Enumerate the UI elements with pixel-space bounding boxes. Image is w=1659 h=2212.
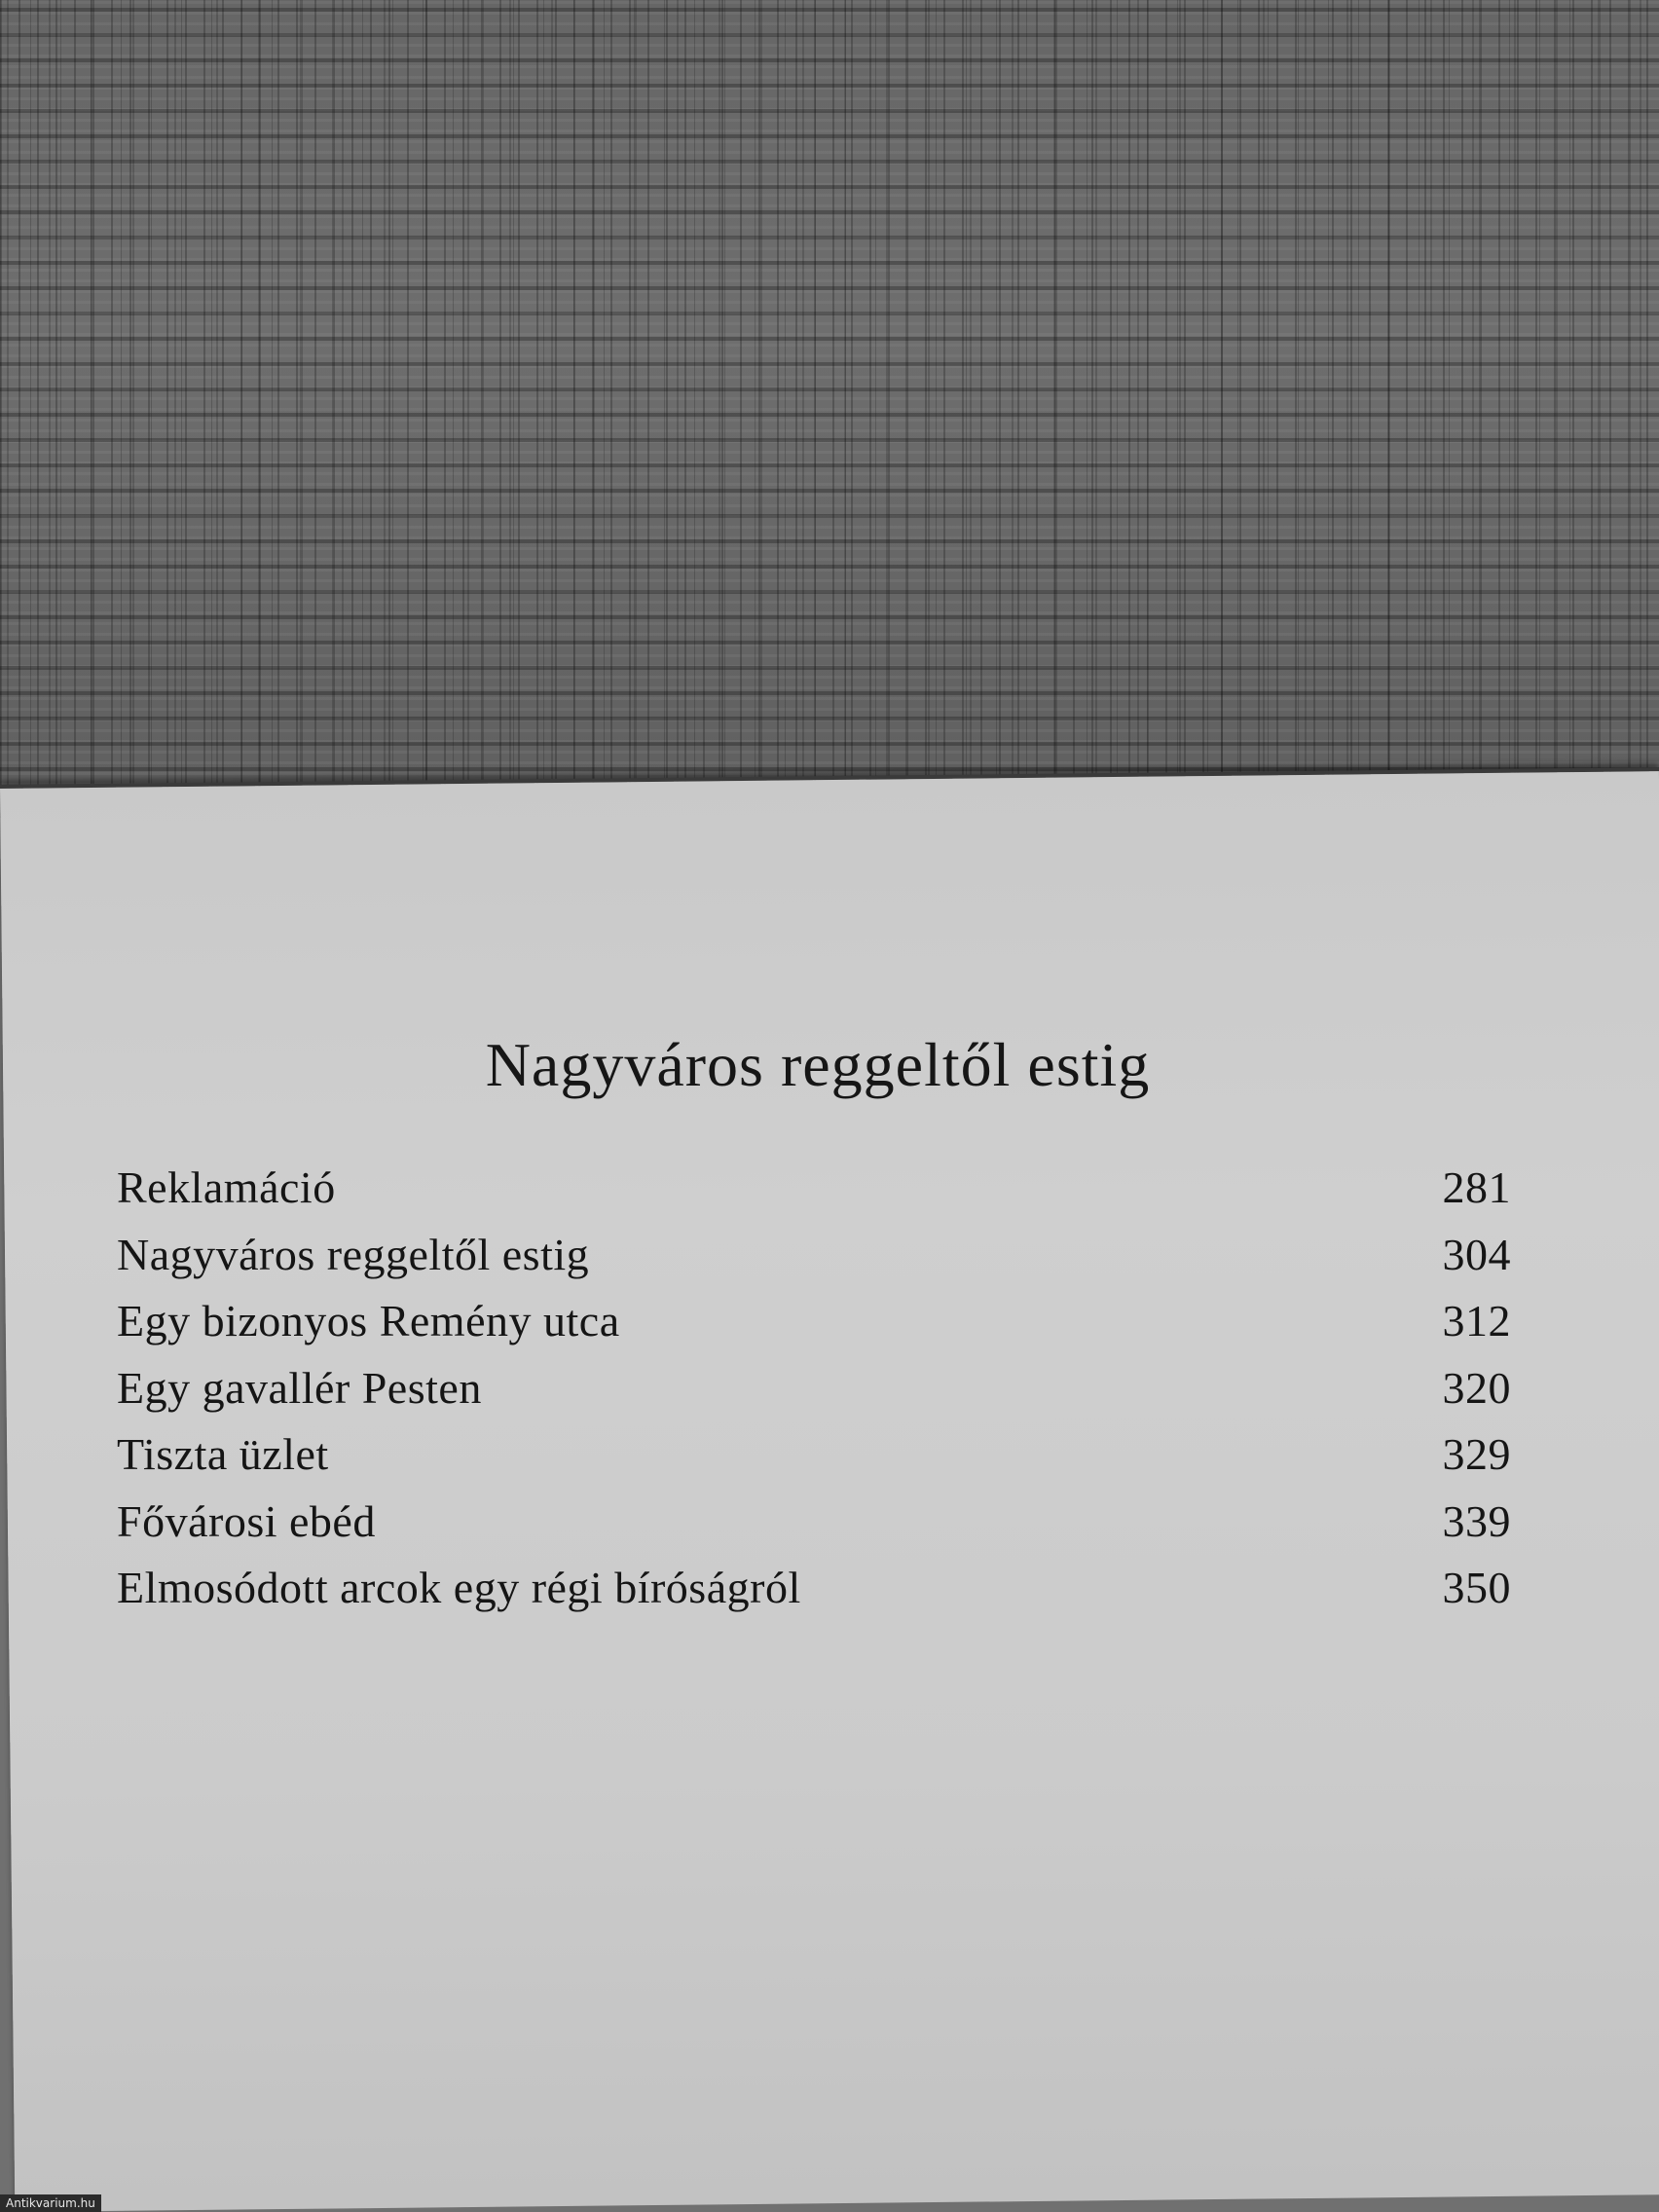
toc-entry-page: 339	[1442, 1495, 1511, 1546]
toc-entry	[117, 1362, 1511, 1429]
toc-entry-page: 329	[1442, 1429, 1511, 1479]
toc-entry	[117, 1495, 1511, 1563]
table-of-contents	[117, 1161, 1511, 1629]
toc-entry	[117, 1229, 1511, 1296]
toc-entry-title: Fővárosi ebéd	[117, 1495, 376, 1546]
toc-entry	[117, 1295, 1511, 1362]
source-watermark: Antikvarium.hu	[0, 2194, 101, 2212]
toc-entry-title: Nagyváros reggeltől estig	[117, 1229, 590, 1279]
toc-entry-title: Tiszta üzlet	[117, 1429, 329, 1479]
page-content	[0, 789, 1659, 2212]
section-title: Nagyváros reggeltől estig	[485, 1030, 1151, 1099]
toc-entry-page: 281	[1442, 1162, 1511, 1212]
toc-entry-title: Elmosódott arcok egy régi bíróságról	[117, 1563, 801, 1612]
toc-entry-page: 320	[1442, 1362, 1511, 1413]
toc-entry-page: 304	[1442, 1229, 1511, 1279]
toc-entry-title: Reklamáció	[117, 1162, 336, 1212]
book-page	[0, 771, 1659, 2212]
toc-entry	[117, 1161, 1511, 1229]
toc-entry	[117, 1428, 1511, 1495]
toc-entry	[117, 1562, 1511, 1629]
surface-texture	[0, 0, 1659, 818]
toc-entry-title: Egy bizonyos Remény utca	[117, 1296, 620, 1346]
toc-entry-title: Egy gavallér Pesten	[117, 1362, 482, 1413]
toc-entry-page: 312	[1442, 1296, 1511, 1346]
toc-entry-page: 350	[1442, 1563, 1511, 1612]
